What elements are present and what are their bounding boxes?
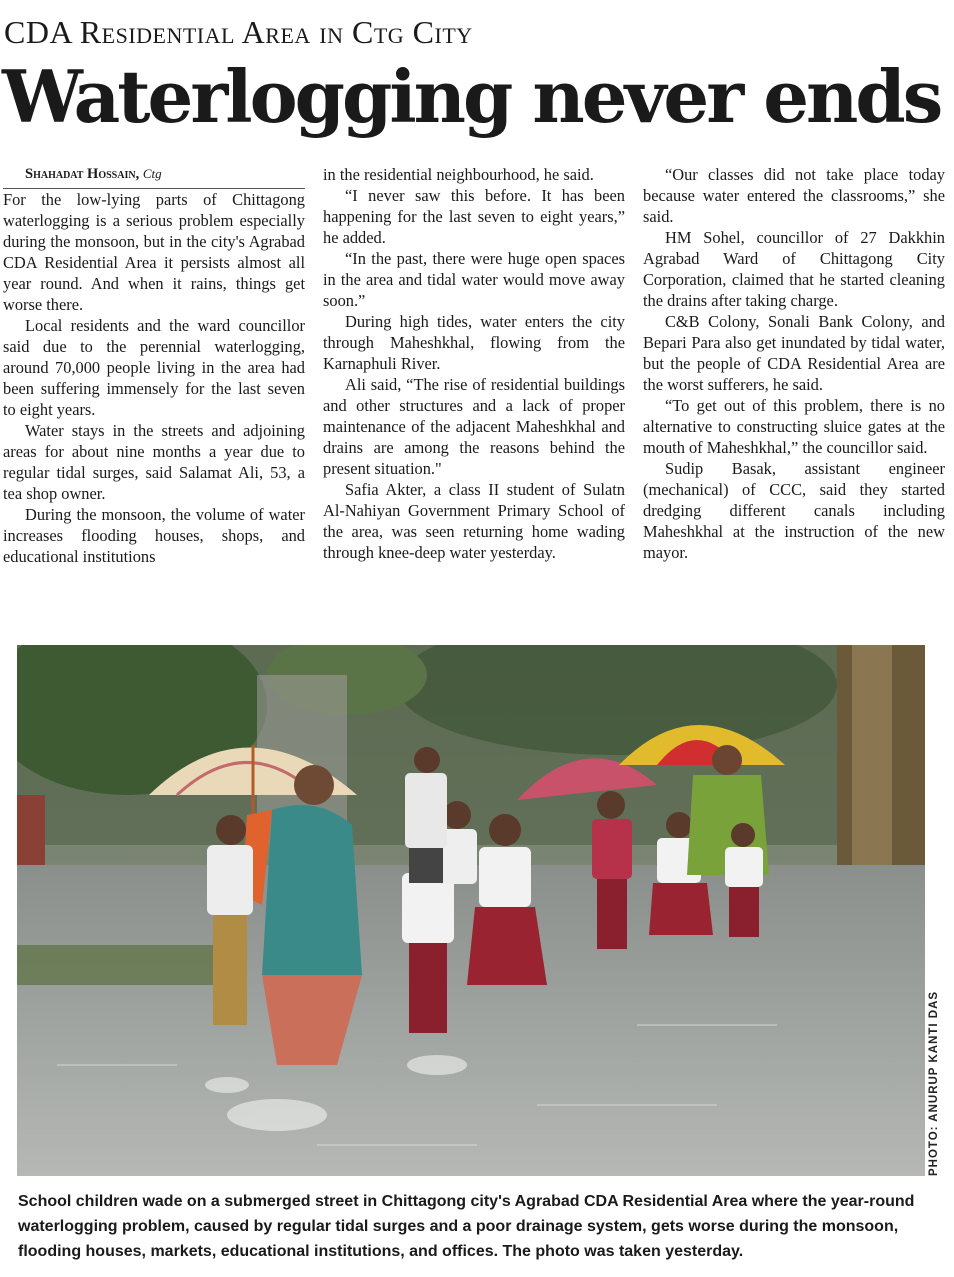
paragraph: HM Sohel, councillor of 27 Dakkhin Agrabad Ward of Chittagong City Corporation, claimed that he started cleaning the drains after taking charge. — [643, 228, 945, 310]
paragraph: During high tides, water enters the city through Maheshkhal, flowing from the Karnaphuli River. — [323, 312, 625, 373]
byline-place: Ctg — [142, 166, 162, 181]
paragraph: “In the past, there were huge open spaces in the area and tidal water would move away soon.” — [323, 249, 625, 310]
paragraph: Safia Akter, a class II student of Sulatn Al-Nahiyan Government Primary School of the area, was seen returning home wading through knee-deep water yesterday. — [323, 480, 625, 562]
paragraph: Local residents and the ward councillor said due to the perennial waterlogging, around 70,000 people living in the area had been suffering immensely for the last seven to eight years. — [3, 316, 305, 419]
paragraph: in the residential neighbourhood, he said. — [323, 165, 594, 184]
paragraph: “Our classes did not take place today because water entered the classrooms,” she said. — [643, 165, 945, 226]
paragraph: “To get out of this problem, there is no alternative to constructing sluice gates at the mouth of Maheshkhal,” the councillor said. — [643, 396, 945, 457]
paragraph: Sudip Basak, assistant engineer (mechanical) of CCC, said they started dredging different canals including Maheshkhal at the instruction of the new mayor. — [643, 459, 945, 562]
article-column-3 — [643, 164, 945, 563]
article-column-2 — [323, 164, 625, 563]
photo-caption: School children wade on a submerged street in Chittagong city's Agrabad CDA Residential Area where the year-round waterlogging problem, caused by regular tidal surges and a poor drainage system, gets worse during the monsoon, flooding houses, markets, educational institutions, and offices. The photo was taken yesterday. — [18, 1193, 915, 1260]
byline — [3, 164, 305, 189]
paragraph: Water stays in the streets and adjoining areas for about nine months a year due to regular tidal surges, said Salamat Ali, 53, a tea shop owner. — [3, 421, 305, 503]
news-photo — [17, 645, 925, 1176]
byline-name: Shahadat Hossain, — [25, 166, 140, 182]
article-kicker: CDA Residential Area in Ctg City — [4, 14, 473, 50]
paragraph: Ali said, “The rise of residential buildings and other structures and a lack of proper maintenance of the adjacent Maheshkhal and drains are among the reasons behind the present situation." — [323, 375, 625, 478]
paragraph: For the low-lying parts of Chittagong waterlogging is a serious problem especially during the monsoon, but in the city's Agrabad CDA Residential Area it persists almost all year round. And when it rains, things get worse there. — [3, 190, 305, 314]
paragraph: “I never saw this before. It has been happening for the last seven to eight years,” he added. — [323, 186, 625, 247]
photo-credit: PHOTO: ANURUP KANTI DAS — [928, 990, 940, 1176]
article-headline: Waterlogging never ends — [2, 54, 941, 139]
paragraph: During the monsoon, the volume of water increases flooding houses, shops, and educational institutions — [3, 505, 305, 566]
article-column-1 — [3, 164, 305, 567]
paragraph: C&B Colony, Sonali Bank Colony, and Bepari Para also get inundated by tidal water, but the people of CDA Residential Area are the worst sufferers, he said. — [643, 312, 945, 394]
flooded-street-illustration — [17, 645, 925, 1176]
